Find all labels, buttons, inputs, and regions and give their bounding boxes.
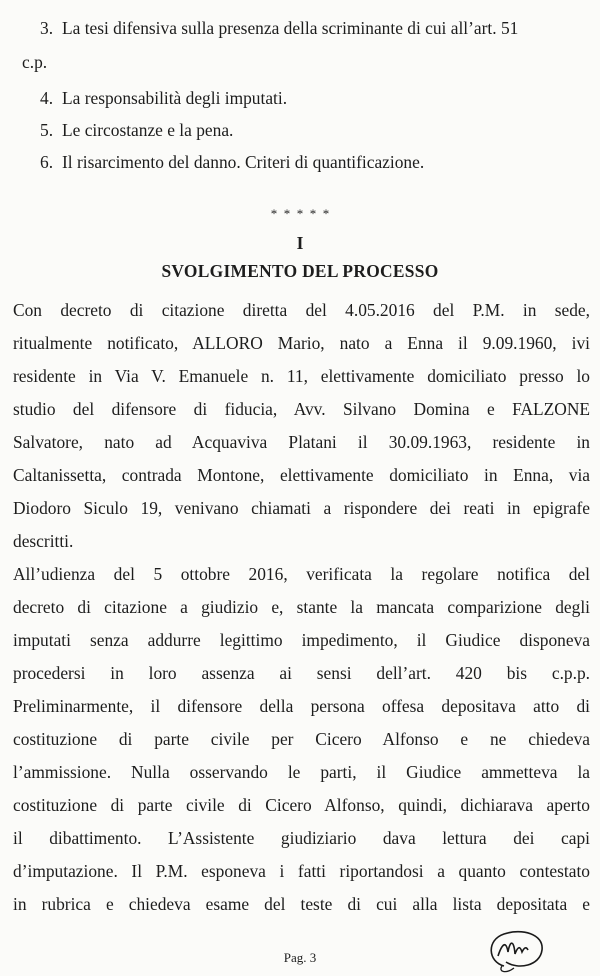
body-line: in rubrica e chiedeva esame del teste di cui alla lista depositata e [13, 894, 590, 914]
body-line: d’imputazione. Il P.M. esponeva i fatti riportandosi a quanto contestato [13, 861, 590, 881]
body-line: procedersi in loro assenza ai sensi dell’art. 420 bis c.p.p. [13, 663, 590, 683]
body-line: imputati senza addurre legittimo impedimento, il Giudice disponeva [13, 630, 590, 650]
toc-item-4 [40, 88, 287, 108]
toc-text: Il risarcimento del danno. Criteri di quantificazione. [62, 152, 425, 172]
body-line: l’ammissione. Nulla osservando le parti, il Giudice ammetteva la [13, 762, 590, 782]
body-line: descritti. [13, 531, 74, 551]
body-line: il dibattimento. L’Assistente giudiziario dava lettura dei capi [13, 828, 590, 848]
toc-text: Le circostanze e la pena. [62, 120, 234, 140]
section-separator: * * * * * [270, 206, 330, 221]
signature-initials [484, 926, 550, 976]
toc-item-5 [40, 120, 233, 140]
body-line: Con decreto di citazione diretta del 4.05.2016 del P.M. in sede, [13, 300, 590, 320]
section-number: I [296, 233, 304, 253]
body-line: decreto di citazione a giudizio e, stante la mancata comparizione degli [13, 597, 590, 617]
toc-number: 5. [40, 120, 54, 140]
body-line: studio del difensore di fiducia, Avv. Silvano Domina e FALZONE [13, 399, 590, 419]
page-number: Pag. 3 [283, 950, 317, 965]
body-line: costituzione di parte civile per Cicero Alfonso e ne chiedeva [13, 729, 590, 749]
body-line: All’udienza del 5 ottobre 2016, verificata la regolare notifica del [13, 564, 590, 584]
toc-number: 4. [40, 88, 54, 108]
body-line: ritualmente notificato, ALLORO Mario, nato a Enna il 9.09.1960, ivi [13, 333, 590, 353]
body-line: Salvatore, nato ad Acquaviva Platani il 30.09.1963, residente in [13, 432, 590, 452]
body-line: Caltanissetta, contrada Montone, elettivamente domiciliato in Enna, via [13, 465, 590, 485]
body-line: Diodoro Siculo 19, venivano chiamati a rispondere dei reati in epigrafe [13, 498, 590, 518]
body-line: residente in Via V. Emanuele n. 11, elettivamente domiciliato presso lo [13, 366, 590, 386]
toc-item-6 [40, 152, 424, 172]
toc-item-3-continuation: c.p. [22, 52, 48, 72]
toc-item-3 [40, 18, 518, 38]
body-line: costituzione di parte civile di Cicero Alfonso, quindi, dichiarava aperto [13, 795, 590, 815]
section-title: SVOLGIMENTO DEL PROCESSO [161, 261, 439, 281]
toc-number: 3. [40, 18, 54, 38]
body-line: Preliminarmente, il difensore della persona offesa depositava atto di [13, 696, 590, 716]
toc-text: La tesi difensiva sulla presenza della scriminante di cui all’art. 51 [62, 18, 519, 38]
toc-text: La responsabilità degli imputati. [62, 88, 288, 108]
toc-number: 6. [40, 152, 54, 172]
